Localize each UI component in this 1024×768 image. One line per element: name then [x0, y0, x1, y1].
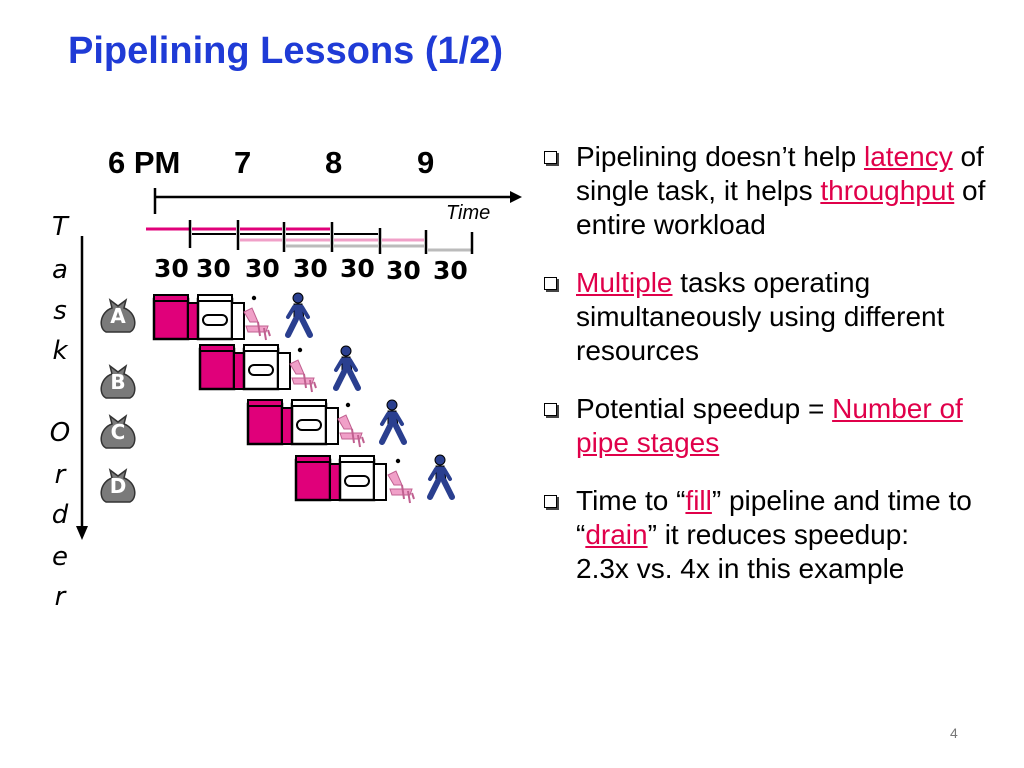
bullet-text: ” it reduces speedup: — [647, 519, 910, 550]
highlighted-term: fill — [685, 485, 712, 516]
bullet-text: Pipelining doesn’t help — [576, 141, 864, 172]
bullet-marker-icon — [544, 151, 557, 164]
washer-icon — [154, 295, 200, 339]
bullet-text: of single task, it helps — [576, 141, 984, 206]
task-c-row — [248, 400, 404, 447]
time-axis-label: Time — [446, 202, 491, 224]
time-axis — [155, 188, 522, 214]
task-order-letter: r — [54, 582, 66, 612]
task-label-a: A — [110, 304, 126, 328]
stage-duration-bars — [146, 220, 472, 254]
task-b-row — [200, 345, 358, 392]
highlighted-term: throughput — [820, 175, 955, 206]
page-number: 4 — [950, 725, 958, 741]
hour-label-8: 8 — [325, 145, 343, 180]
slide-title: Pipelining Lessons (1/2) — [68, 30, 503, 72]
dryer-icon — [244, 345, 290, 389]
task-label-d: D — [109, 474, 127, 498]
task-order-letter: k — [52, 336, 68, 366]
stasher-icon — [382, 400, 404, 442]
washer-icon — [200, 345, 246, 389]
task-order-letter: r — [54, 460, 66, 490]
folder-icon — [338, 403, 364, 447]
duration-label: 30 — [433, 256, 468, 285]
task-order-arrow — [76, 236, 88, 540]
highlighted-term: Number of pipe stages — [576, 393, 963, 458]
pipeline-diagram — [0, 0, 540, 560]
duration-label: 30 — [245, 254, 280, 283]
stasher-icon — [430, 455, 452, 497]
task-order-letter: a — [52, 255, 68, 285]
highlighted-term: drain — [585, 519, 648, 550]
bullet-text: tasks operating simultaneously using different resources — [576, 267, 945, 366]
dryer-icon — [292, 400, 338, 444]
task-order-letter: d — [51, 500, 69, 530]
bullet-marker-icon — [544, 277, 557, 290]
highlighted-term: Multiple — [576, 267, 673, 298]
duration-label: 30 — [293, 254, 328, 283]
stasher-icon — [288, 293, 310, 335]
task-order-letter: O — [49, 418, 71, 448]
task-label-b: B — [110, 370, 126, 394]
duration-label: 30 — [386, 256, 421, 285]
duration-label: 30 — [154, 254, 189, 283]
folder-icon — [388, 459, 414, 503]
bullet-item — [544, 392, 1004, 460]
task-order-letter: s — [53, 296, 67, 326]
bullet-text: Time to “ — [576, 485, 686, 516]
folder-icon — [244, 296, 270, 340]
task-label-c: C — [110, 420, 126, 444]
hour-label-7: 7 — [234, 145, 252, 180]
hour-label-9: 9 — [417, 145, 435, 180]
bullet-item — [544, 266, 1004, 368]
washer-icon — [248, 400, 294, 444]
bullet-marker-icon — [544, 495, 557, 508]
bullet-text: Potential speedup = — [576, 393, 833, 424]
task-order-letter: e — [52, 542, 68, 572]
task-a-row — [154, 293, 310, 340]
highlighted-term: latency — [863, 141, 953, 172]
hour-label-6pm: 6 PM — [108, 145, 181, 180]
bullet-marker-icon — [544, 403, 557, 416]
bullet-text: of entire workload — [576, 175, 986, 240]
duration-label: 30 — [340, 254, 375, 283]
bullet-text: ” pipeline and time to “ — [576, 485, 972, 550]
task-d-row — [296, 455, 452, 503]
bullet-item — [544, 140, 1004, 242]
duration-label: 30 — [196, 254, 231, 283]
task-order-letter: T — [52, 212, 68, 242]
bullet-text: 2.3x vs. 4x in this example — [576, 553, 905, 584]
stasher-icon — [336, 346, 358, 388]
dryer-icon — [198, 295, 244, 339]
dryer-icon — [340, 456, 386, 500]
washer-icon — [296, 456, 342, 500]
bullet-list — [544, 140, 1004, 610]
bullet-item — [544, 484, 1004, 586]
folder-icon — [290, 348, 316, 392]
